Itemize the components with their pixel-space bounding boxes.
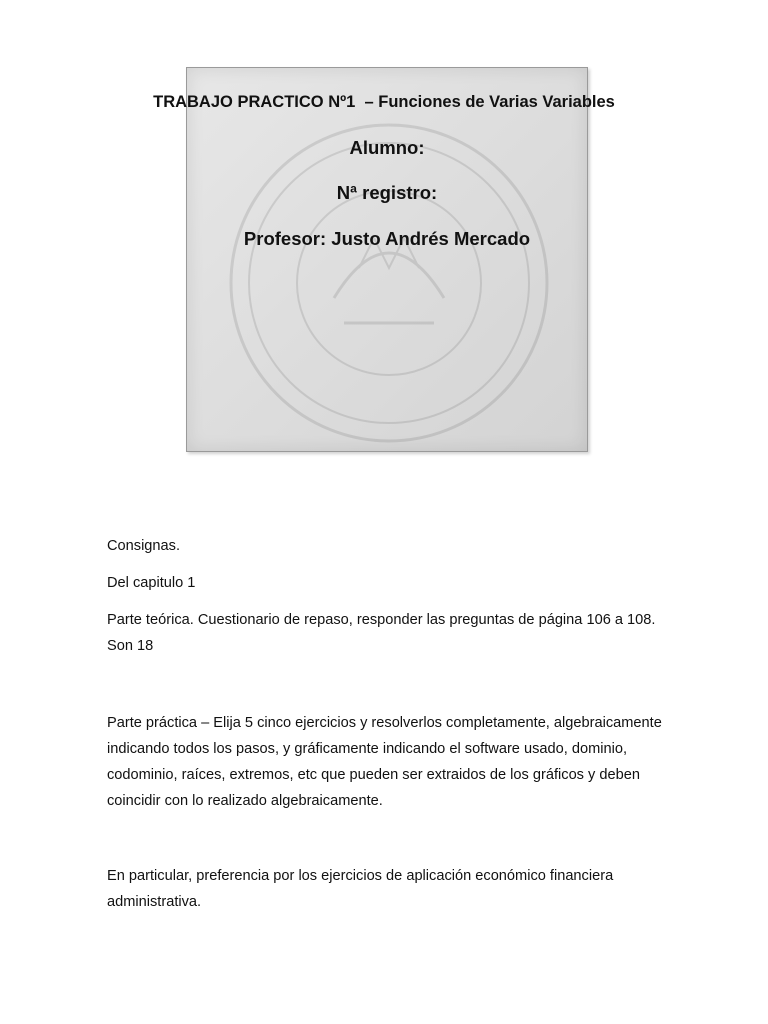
professor-label: Profesor: Justo Andrés Mercado xyxy=(243,228,531,249)
practice-paragraph: Parte práctica – Elija 5 cinco ejercicios y resolverlos completamente, algebraicamente indicando todos los pasos, y gráficamente indicando el software usado, dominio, codominio, raíces, extremos, etc que pueden ser extraidos de los gráficos y deben coincidir con lo realizado algebraicamente. xyxy=(107,715,662,809)
registration-label: Nª registro: xyxy=(336,182,438,203)
document-title: TRABAJO PRACTICO Nº1 – Funciones de Varias Variables xyxy=(153,93,615,111)
theory-paragraph: Parte teórica. Cuestionario de repaso, responder las preguntas de página 106 a 108. Son 18 xyxy=(107,612,656,654)
chapter-label: Del capitulo 1 xyxy=(107,575,196,591)
student-label: Alumno: xyxy=(349,137,425,158)
university-seal-watermark xyxy=(224,118,554,448)
instructions-heading: Consignas. xyxy=(107,538,181,554)
preference-paragraph: En particular, preferencia por los ejercicios de aplicación económico financiera administrativa. xyxy=(107,868,614,910)
